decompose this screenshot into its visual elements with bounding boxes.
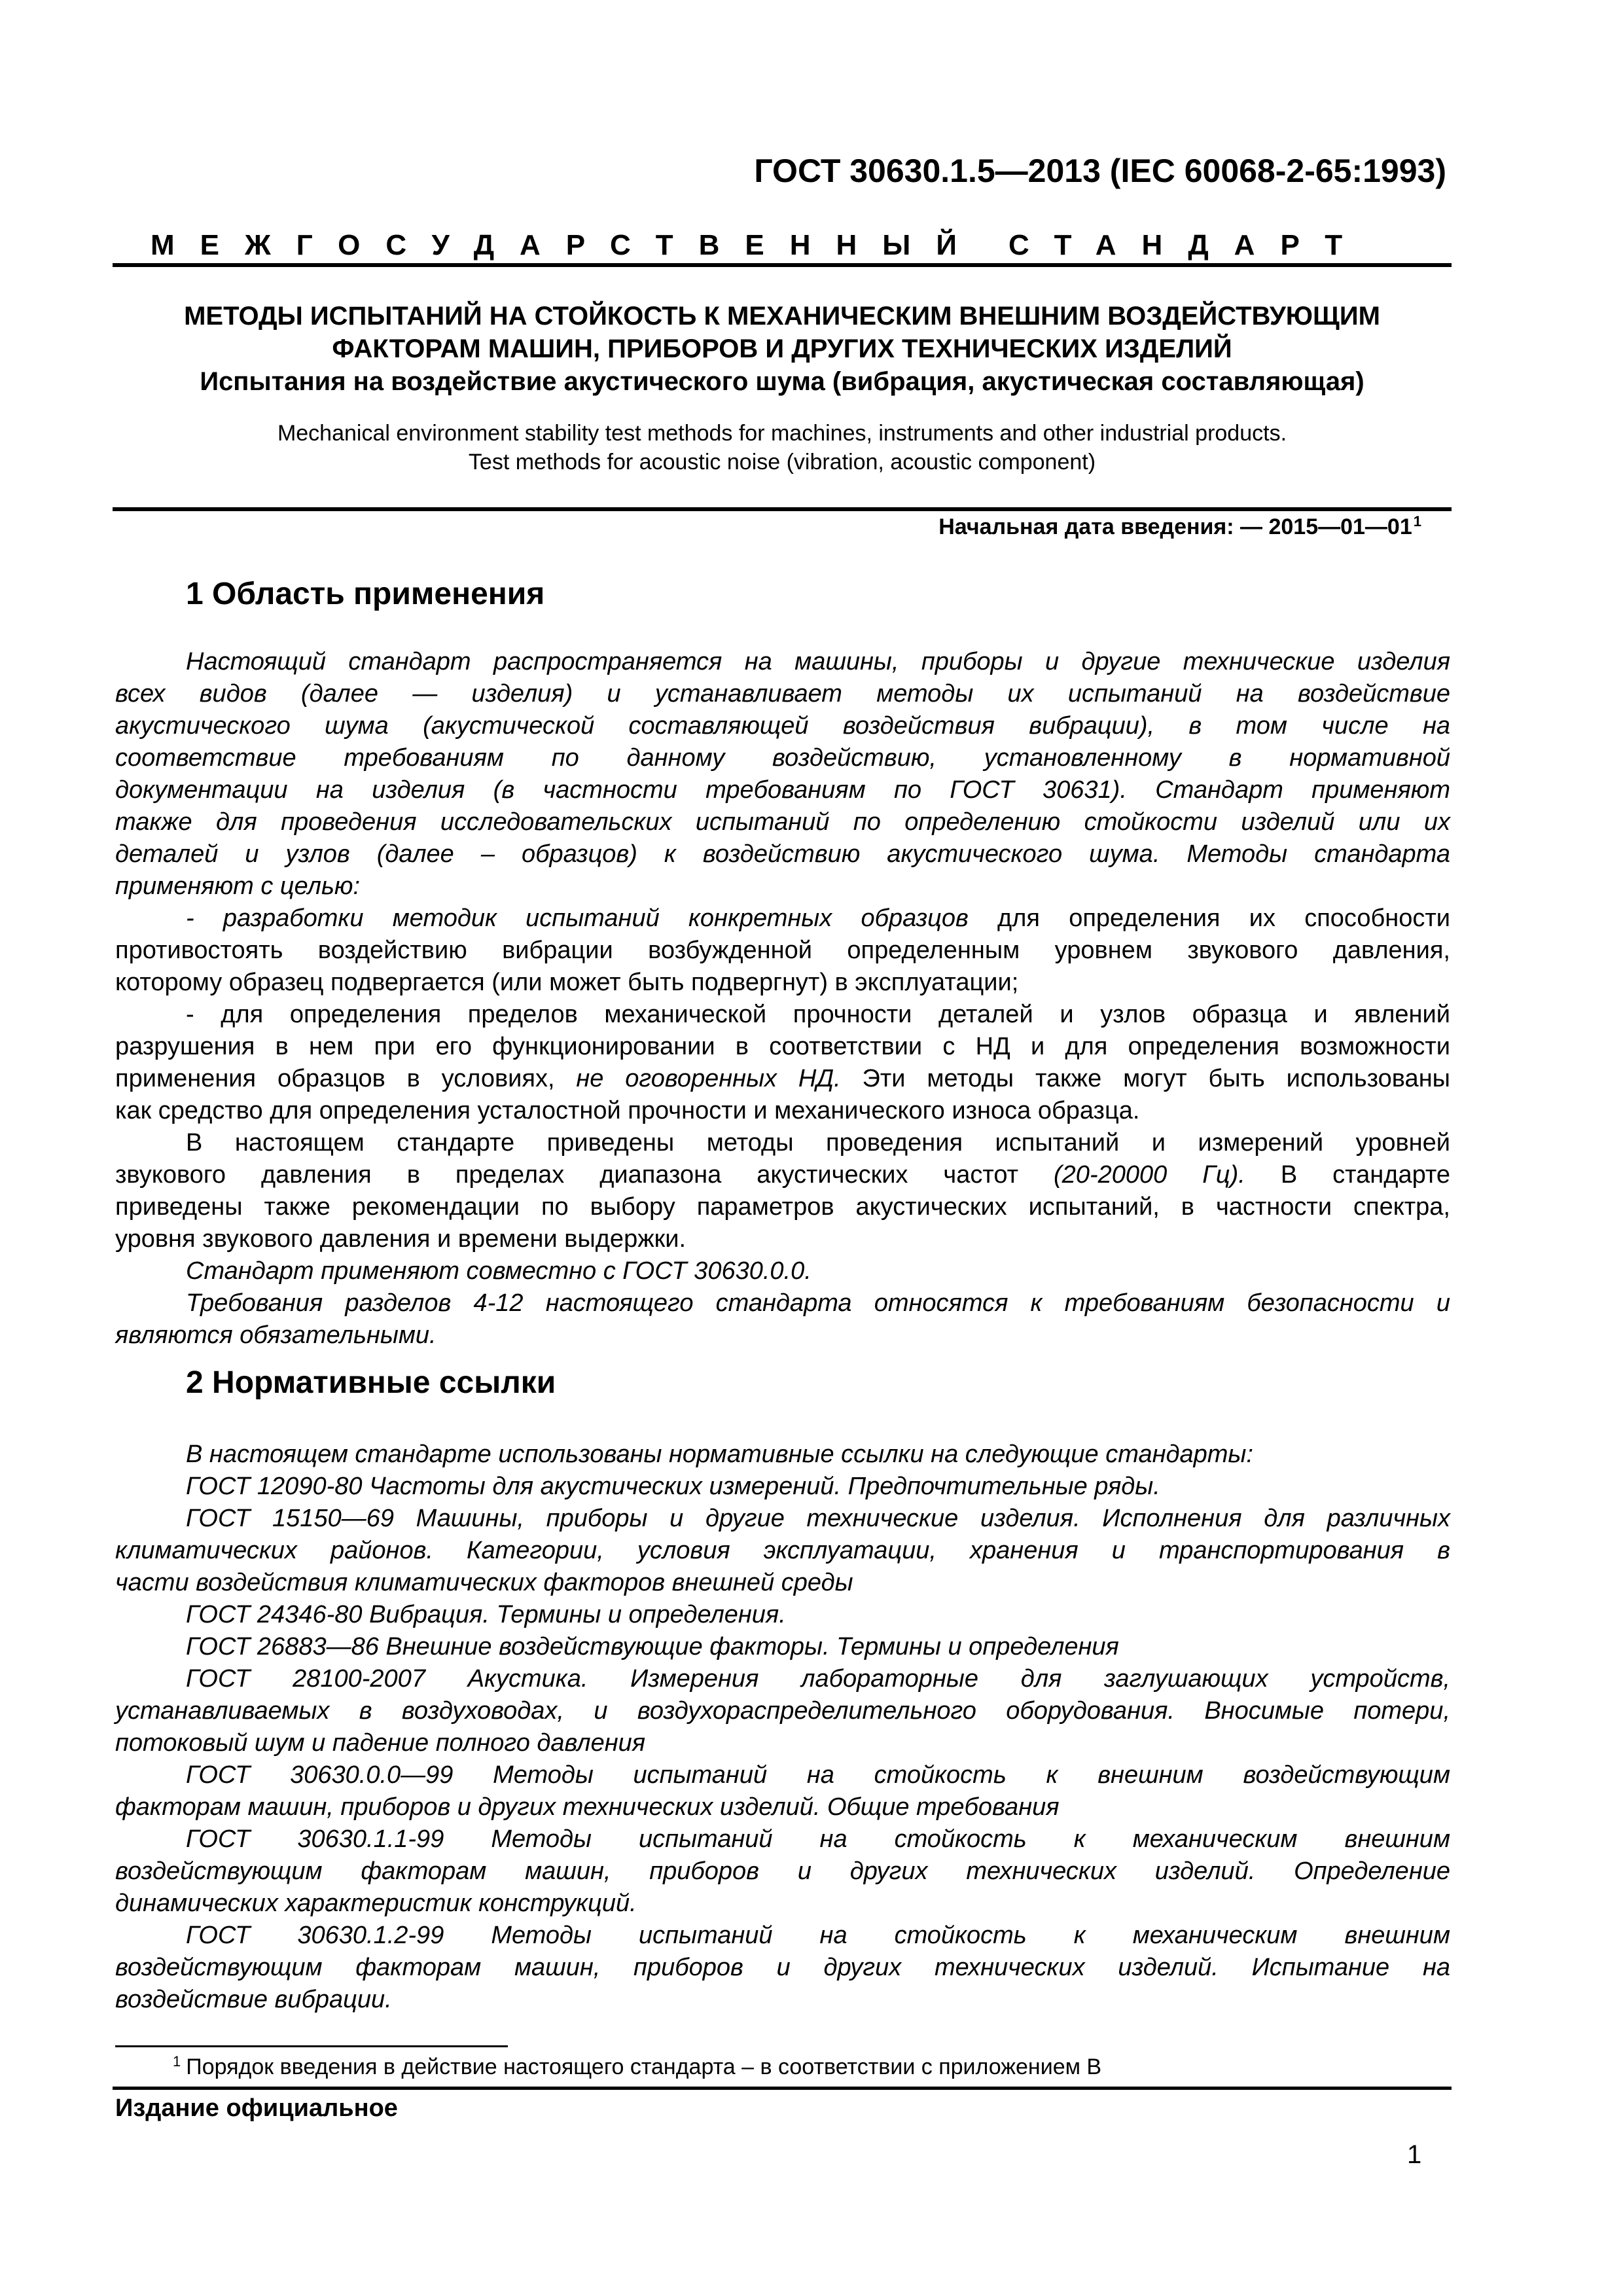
title-en-line: Mechanical environment stability test methods for machines, instruments and other industrial products. [277, 421, 1287, 446]
header-rule [113, 263, 1452, 267]
paragraph-line: разрушения в нем при его функционировании в соответствии с НД и для определения возможности [115, 1033, 1450, 1060]
reference-line: потоковый шум и падение полного давления [115, 1729, 646, 1757]
list-item-line: - для определения пределов механической прочности деталей и узлов образца и явлений [186, 1001, 1450, 1028]
reference-line: воздействующим факторам машин, приборов и других технических изделий. Испытание на [115, 1954, 1450, 1981]
reference-line: В настоящем стандарте использованы нормативные ссылки на следующие стандарты: [186, 1441, 1253, 1468]
section-heading-normative-references: 2 Нормативные ссылки [186, 1365, 556, 1400]
text-span: (20-20000 Гц). [1054, 1161, 1245, 1189]
paragraph-line: противостоять воздействию вибрации возбужденной определенным уровнем звукового давления, [115, 937, 1450, 964]
interstate-standard-label [151, 229, 1368, 262]
standard-word: СТАНДАРТ [1008, 229, 1368, 261]
reference-line: воздействие вибрации. [115, 1986, 392, 2013]
paragraph-line: применяют с целью: [115, 872, 361, 900]
introduction-date [113, 512, 1421, 544]
paragraph-line: как средство для определения усталостной прочности и механического износа образца. [115, 1097, 1140, 1124]
reference-line: ГОСТ 30630.1.2-99 Методы испытаний на стойкость к механическим внешним [186, 1922, 1450, 1949]
subtitle-ru: Испытания на воздействие акустического шума (вибрация, акустическая составляющая) [200, 367, 1364, 396]
reference-line: устанавливаемых в воздуховодах, и воздухораспределительного оборудования. Вносимые потери, [115, 1697, 1450, 1725]
page-number: 1 [1407, 2140, 1422, 2169]
reference-line: факторам машин, приборов и других технических изделий. Общие требования [115, 1793, 1060, 1821]
paragraph-line: уровня звукового давления и времени выдержки. [115, 1225, 687, 1253]
title-rule [113, 507, 1452, 511]
reference-line: ГОСТ 15150—69 Машины, приборы и другие технические изделия. Исполнения для различных [186, 1505, 1450, 1532]
paragraph-line: также для проведения исследовательских испытаний по определению стойкости изделий или их [115, 808, 1450, 836]
reference-line: части воздействия климатических факторов внешней среды [115, 1569, 853, 1596]
list-item-line [186, 903, 1450, 935]
paragraph-line: приведены также рекомендации по выбору параметров акустических испытаний, в частности спектра, [115, 1193, 1450, 1221]
title-ru-line: ФАКТОРАМ МАШИН, ПРИБОРОВ И ДРУГИХ ТЕХНИЧЕСКИХ ИЗДЕЛИЙ [332, 334, 1232, 363]
reference-line: ГОСТ 12090-80 Частоты для акустических измерений. Предпочтительные ряды. [186, 1473, 1160, 1500]
footnote-number: 1 [173, 2053, 181, 2070]
paragraph-line: деталей и узлов (далее – образцов) к воздействию акустического шума. Методы стандарта [115, 840, 1450, 868]
paragraph-line: которому образец подвергается (или может быть подвергнут) в эксплуатации; [115, 969, 1019, 996]
paragraph-line [115, 1159, 1450, 1191]
paragraph-line: акустического шума (акустической составляющей воздействия вибрации), в том числе на [115, 712, 1450, 740]
title-en-line: Test methods for acoustic noise (vibration, acoustic component) [468, 450, 1096, 475]
paragraph-line: являются обязательными. [115, 1321, 437, 1349]
section-heading-scope: 1 Область применения [186, 577, 545, 611]
paragraph-line: документации на изделия (в частности требованиям по ГОСТ 30631). Стандарт применяют [115, 776, 1450, 804]
reference-line: динамических характеристик конструкций. [115, 1890, 637, 1917]
reference-line: ГОСТ 28100-2007 Акустика. Измерения лабораторные для заглушающих устройств, [186, 1665, 1450, 1693]
edition-label: Издание официальное [115, 2094, 398, 2122]
paragraph-line [115, 1063, 1450, 1095]
document-number: ГОСТ 30630.1.5—2013 (IEC 60068-2-65:1993) [754, 152, 1446, 189]
reference-line: воздействующим факторам машин, приборов и других технических изделий. Определение [115, 1857, 1450, 1885]
text-span: звукового давления в пределах диапазона акустических частот [115, 1161, 1054, 1189]
footnote-text: Порядок введения в действие настоящего стандарта – в соответствии с приложением В [186, 2054, 1102, 2079]
text-span: Эти методы также могут быть использованы [840, 1065, 1450, 1092]
footer-rule [113, 2087, 1452, 2090]
interstate-word: МЕЖГОСУДАРСТВЕННЫЙ [151, 229, 982, 261]
introduction-date-text: Начальная дата введения: — 2015—01—01 [938, 514, 1412, 539]
footnote [173, 2053, 1101, 2084]
paragraph-line: Требования разделов 4-12 настоящего стандарта относятся к требованиям безопасности и [186, 1289, 1450, 1317]
text-span: для определения их способности [968, 905, 1450, 932]
paragraph-line: В настоящем стандарте приведены методы проведения испытаний и измерений уровней [186, 1129, 1450, 1157]
reference-line: ГОСТ 30630.1.1-99 Методы испытаний на стойкость к механическим внешним [186, 1825, 1450, 1853]
text-span: применения образцов в условиях, [115, 1065, 577, 1092]
text-span: - разработки методик испытаний конкретных образцов [186, 905, 969, 932]
text-span: В стандарте [1245, 1161, 1450, 1189]
footnote-separator [115, 2045, 508, 2047]
paragraph-line: всех видов (далее — изделия) и устанавливает методы их испытаний на воздействие [115, 680, 1450, 708]
footnote-mark: 1 [1413, 513, 1421, 529]
text-span: не оговоренных НД. [576, 1065, 841, 1092]
paragraph-line: Настоящий стандарт распространяется на машины, приборы и другие технические изделия [186, 648, 1450, 675]
reference-line: ГОСТ 26883—86 Внешние воздействующие факторы. Термины и определения [186, 1633, 1119, 1660]
reference-line: ГОСТ 24346-80 Вибрация. Термины и определения. [186, 1601, 786, 1628]
title-ru-line: МЕТОДЫ ИСПЫТАНИЙ НА СТОЙКОСТЬ К МЕХАНИЧЕСКИМ ВНЕШНИМ ВОЗДЕЙСТВУЮЩИМ [184, 302, 1380, 331]
paragraph-line: Стандарт применяют совместно с ГОСТ 30630.0.0. [186, 1257, 812, 1285]
paragraph-line: соответствие требованиям по данному воздействию, установленному в нормативной [115, 744, 1450, 772]
reference-line: климатических районов. Категории, условия эксплуатации, хранения и транспортирования в [115, 1537, 1450, 1564]
reference-line: ГОСТ 30630.0.0—99 Методы испытаний на стойкость к внешним воздействующим [186, 1761, 1450, 1789]
